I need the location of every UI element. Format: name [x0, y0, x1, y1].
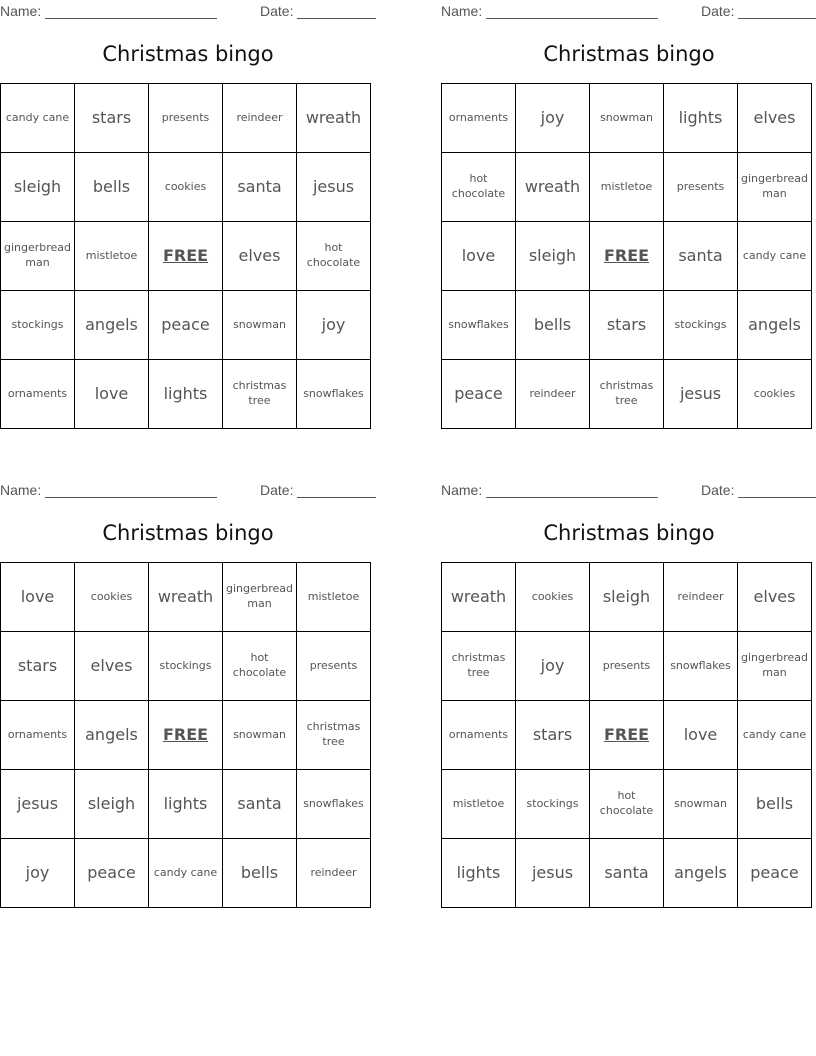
bingo-cell[interactable]: stockings	[1, 291, 75, 360]
bingo-cell[interactable]: love	[75, 360, 149, 429]
card-title: Christmas bingo	[543, 42, 715, 66]
bingo-cell[interactable]: love	[1, 563, 75, 632]
free-space[interactable]: FREE	[149, 222, 223, 291]
name-blank-line[interactable]	[486, 18, 658, 19]
bingo-row	[1, 84, 371, 153]
date-label: Date:	[260, 3, 294, 19]
bingo-cell[interactable]: stockings	[149, 632, 223, 701]
bingo-cell[interactable]: hot chocolate	[297, 222, 371, 291]
bingo-cell[interactable]: wreath	[149, 563, 223, 632]
bingo-cell[interactable]: gingerbread man	[738, 153, 812, 222]
bingo-row	[442, 770, 812, 839]
bingo-cell[interactable]: cookies	[149, 153, 223, 222]
bingo-row	[1, 222, 371, 291]
name-blank-line[interactable]	[45, 497, 217, 498]
bingo-row	[442, 632, 812, 701]
bingo-row	[442, 153, 812, 222]
date-blank-line[interactable]	[297, 497, 376, 498]
bingo-cell[interactable]: ornaments	[1, 701, 75, 770]
bingo-cell[interactable]: candy cane	[149, 839, 223, 908]
name-label: Name:	[0, 482, 42, 498]
bingo-cell[interactable]: cookies	[516, 563, 590, 632]
bingo-cell[interactable]: bells	[223, 839, 297, 908]
bingo-cell[interactable]: candy cane	[738, 222, 812, 291]
bingo-cell[interactable]: snowman	[664, 770, 738, 839]
bingo-cell[interactable]: reindeer	[516, 360, 590, 429]
bingo-cell[interactable]: jesus	[516, 839, 590, 908]
bingo-cell[interactable]: christmas tree	[223, 360, 297, 429]
bingo-cell[interactable]: stockings	[516, 770, 590, 839]
bingo-cell[interactable]: bells	[738, 770, 812, 839]
bingo-cell[interactable]: sleigh	[516, 222, 590, 291]
bingo-cell[interactable]: gingerbread man	[1, 222, 75, 291]
bingo-cell[interactable]: mistletoe	[297, 563, 371, 632]
bingo-cell[interactable]: santa	[590, 839, 664, 908]
bingo-row	[442, 84, 812, 153]
bingo-cell[interactable]: snowflakes	[442, 291, 516, 360]
bingo-cell[interactable]: angels	[75, 291, 149, 360]
bingo-cell[interactable]: elves	[738, 563, 812, 632]
card-title: Christmas bingo	[102, 42, 274, 66]
bingo-cell[interactable]: joy	[1, 839, 75, 908]
bingo-cell[interactable]: peace	[442, 360, 516, 429]
date-label: Date:	[260, 482, 294, 498]
bingo-cell[interactable]: hot chocolate	[590, 770, 664, 839]
bingo-cell[interactable]: candy cane	[738, 701, 812, 770]
bingo-row	[1, 291, 371, 360]
card-header	[441, 3, 816, 19]
bingo-cell[interactable]: love	[664, 701, 738, 770]
bingo-cell[interactable]: christmas tree	[442, 632, 516, 701]
bingo-cell[interactable]: cookies	[738, 360, 812, 429]
date-blank-line[interactable]	[297, 18, 376, 19]
bingo-cell[interactable]: joy	[516, 84, 590, 153]
bingo-cell[interactable]: reindeer	[297, 839, 371, 908]
bingo-cell[interactable]: mistletoe	[75, 222, 149, 291]
bingo-row	[1, 563, 371, 632]
bingo-row	[442, 360, 812, 429]
bingo-cell[interactable]: ornaments	[442, 701, 516, 770]
bingo-cell[interactable]: elves	[738, 84, 812, 153]
bingo-cell[interactable]: angels	[738, 291, 812, 360]
bingo-row	[1, 360, 371, 429]
bingo-row	[1, 632, 371, 701]
bingo-cell[interactable]: angels	[75, 701, 149, 770]
bingo-cell[interactable]: stars	[75, 84, 149, 153]
bingo-cell[interactable]: christmas tree	[297, 701, 371, 770]
bingo-cell[interactable]: lights	[149, 770, 223, 839]
name-label: Name:	[441, 482, 483, 498]
bingo-cell[interactable]: gingerbread man	[738, 632, 812, 701]
bingo-cell[interactable]: peace	[149, 291, 223, 360]
bingo-grid	[441, 83, 812, 429]
bingo-cell[interactable]: reindeer	[223, 84, 297, 153]
bingo-grid	[441, 562, 812, 908]
bingo-cell[interactable]: cookies	[75, 563, 149, 632]
bingo-cell[interactable]: elves	[75, 632, 149, 701]
card-header	[441, 482, 816, 498]
bingo-row	[1, 770, 371, 839]
bingo-row	[442, 839, 812, 908]
name-blank-line[interactable]	[45, 18, 217, 19]
bingo-cell[interactable]: angels	[664, 839, 738, 908]
bingo-cell[interactable]: sleigh	[75, 770, 149, 839]
bingo-cell[interactable]: sleigh	[1, 153, 75, 222]
bingo-cell[interactable]: stars	[1, 632, 75, 701]
name-label: Name:	[0, 3, 42, 19]
date-label: Date:	[701, 3, 735, 19]
bingo-row	[442, 701, 812, 770]
bingo-cell[interactable]: bells	[516, 291, 590, 360]
bingo-cell[interactable]: gingerbread man	[223, 563, 297, 632]
bingo-cell[interactable]: love	[442, 222, 516, 291]
free-space[interactable]: FREE	[590, 222, 664, 291]
bingo-row	[1, 153, 371, 222]
bingo-row	[1, 701, 371, 770]
bingo-cell[interactable]: snowman	[590, 84, 664, 153]
bingo-cell[interactable]: wreath	[442, 563, 516, 632]
bingo-cell[interactable]: peace	[738, 839, 812, 908]
bingo-cell[interactable]: jesus	[297, 153, 371, 222]
card-title: Christmas bingo	[102, 521, 274, 545]
card-title: Christmas bingo	[543, 521, 715, 545]
bingo-grid	[0, 83, 371, 429]
bingo-cell[interactable]: wreath	[516, 153, 590, 222]
bingo-cell[interactable]: hot chocolate	[223, 632, 297, 701]
bingo-cell[interactable]: candy cane	[1, 84, 75, 153]
bingo-cell[interactable]: joy	[516, 632, 590, 701]
bingo-cell[interactable]: stockings	[664, 291, 738, 360]
card-header	[0, 482, 376, 498]
bingo-cell[interactable]: sleigh	[590, 563, 664, 632]
bingo-cell[interactable]: santa	[223, 153, 297, 222]
bingo-cell[interactable]: snowflakes	[297, 360, 371, 429]
bingo-cell[interactable]: hot chocolate	[442, 153, 516, 222]
bingo-cell[interactable]: wreath	[297, 84, 371, 153]
bingo-cell[interactable]: presents	[664, 153, 738, 222]
bingo-cell[interactable]: elves	[223, 222, 297, 291]
date-blank-line[interactable]	[738, 497, 816, 498]
bingo-row	[442, 291, 812, 360]
card-header	[0, 3, 376, 19]
bingo-cell[interactable]: bells	[75, 153, 149, 222]
bingo-cell[interactable]: stars	[516, 701, 590, 770]
bingo-cell[interactable]: jesus	[664, 360, 738, 429]
bingo-cell[interactable]: ornaments	[442, 84, 516, 153]
bingo-cell[interactable]: santa	[223, 770, 297, 839]
date-label: Date:	[701, 482, 735, 498]
bingo-cell[interactable]: snowman	[223, 701, 297, 770]
bingo-cell[interactable]: lights	[149, 360, 223, 429]
bingo-row	[442, 563, 812, 632]
bingo-cell[interactable]: lights	[664, 84, 738, 153]
bingo-cell[interactable]: peace	[75, 839, 149, 908]
bingo-cell[interactable]: stars	[590, 291, 664, 360]
bingo-cell[interactable]: snowman	[223, 291, 297, 360]
bingo-cell[interactable]: jesus	[1, 770, 75, 839]
bingo-cell[interactable]: lights	[442, 839, 516, 908]
bingo-cell[interactable]: snowflakes	[297, 770, 371, 839]
bingo-cell[interactable]: presents	[590, 632, 664, 701]
bingo-cell[interactable]: santa	[664, 222, 738, 291]
bingo-row	[442, 222, 812, 291]
name-label: Name:	[441, 3, 483, 19]
bingo-cell[interactable]: joy	[297, 291, 371, 360]
bingo-cell[interactable]: reindeer	[664, 563, 738, 632]
date-blank-line[interactable]	[738, 18, 816, 19]
bingo-cell[interactable]: presents	[149, 84, 223, 153]
bingo-cell[interactable]: christmas tree	[590, 360, 664, 429]
free-space[interactable]: FREE	[590, 701, 664, 770]
free-space[interactable]: FREE	[149, 701, 223, 770]
bingo-cell[interactable]: ornaments	[1, 360, 75, 429]
bingo-grid	[0, 562, 371, 908]
name-blank-line[interactable]	[486, 497, 658, 498]
bingo-cell[interactable]: snowflakes	[664, 632, 738, 701]
bingo-cell[interactable]: presents	[297, 632, 371, 701]
bingo-cell[interactable]: mistletoe	[590, 153, 664, 222]
bingo-row	[1, 839, 371, 908]
bingo-cell[interactable]: mistletoe	[442, 770, 516, 839]
